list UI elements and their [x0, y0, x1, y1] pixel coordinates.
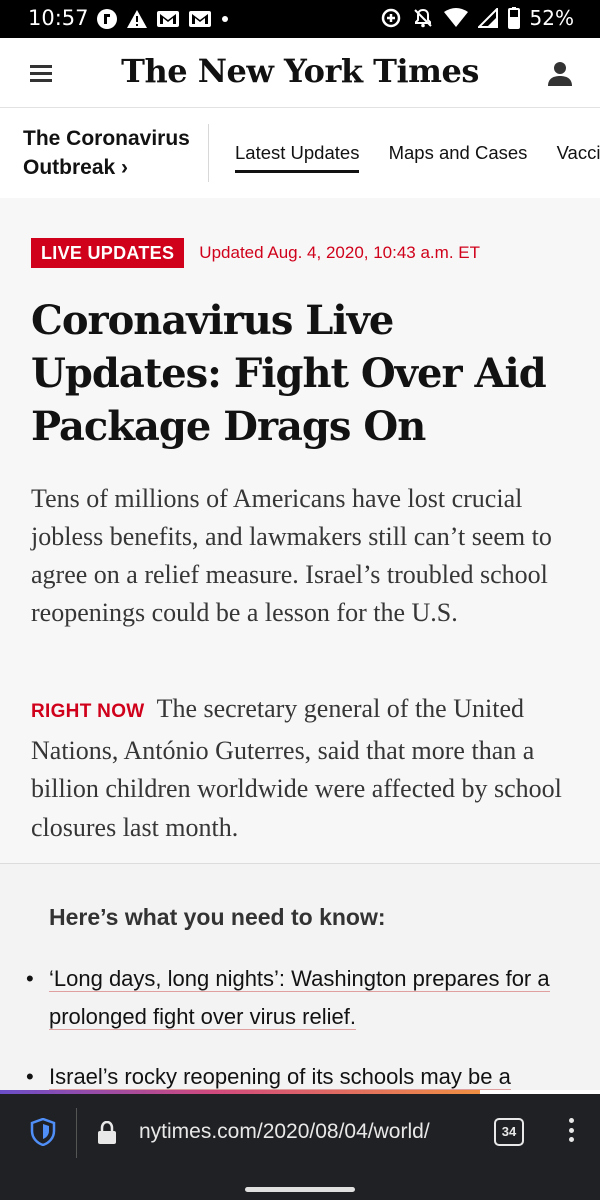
section-navigation [0, 108, 600, 198]
status-system-icons [380, 6, 574, 30]
right-now-label: RIGHT NOW [31, 701, 145, 722]
browser-toolbar [0, 1094, 600, 1172]
shield-icon[interactable] [30, 1118, 56, 1146]
section-tabs [235, 142, 600, 173]
live-badge-row [31, 238, 480, 268]
nyt-masthead-logo[interactable]: The New York Times [121, 52, 479, 90]
home-gesture-pill[interactable] [245, 1187, 355, 1192]
wifi-icon [444, 8, 468, 28]
gmail-icon [188, 9, 212, 29]
warning-icon [126, 8, 148, 30]
lock-icon [97, 1121, 117, 1145]
status-time: 10:57 [28, 6, 89, 30]
article-summary: Tens of millions of Americans have lost crucial jobless benefits, and lawmakers still can’t seem to agree on a relief measure. Israel’s troubled school reopenings could be a lesson for the U.S. [31, 484, 552, 627]
article-content [0, 198, 600, 863]
section-divider [208, 124, 209, 182]
status-bar [0, 0, 600, 38]
need-to-know-link[interactable]: ‘Long days, long nights’: Washington prepares for a prolonged fight over virus relief. [49, 966, 550, 1029]
battery-icon [508, 7, 520, 29]
live-updates-badge: LIVE UPDATES [31, 238, 184, 268]
account-icon[interactable] [548, 60, 572, 86]
tab-vaccines[interactable]: Vacci [556, 142, 600, 163]
notifications-off-icon [412, 7, 434, 29]
right-now-text: The secretary general of the United Nations, António Guterres, said that more than a billion children worldwide were affected by school closures last month. [31, 694, 562, 842]
app-notification-icon [96, 8, 118, 30]
data-saver-icon [380, 7, 402, 29]
battery-percent: 52% [529, 6, 574, 30]
overflow-menu-icon[interactable] [565, 1118, 577, 1148]
tab-maps-and-cases[interactable]: Maps and Cases [388, 142, 528, 163]
bullet-icon: • [26, 1064, 34, 1089]
list-item [26, 1058, 571, 1090]
right-now-paragraph [31, 690, 576, 847]
dot-icon [220, 14, 230, 24]
gesture-navigation-area [0, 1172, 600, 1200]
article-headline: Coronavirus Live Updates: Fight Over Aid Package Drags On [31, 297, 546, 450]
signal-icon [478, 8, 498, 28]
top-navigation [0, 38, 600, 108]
tab-latest-updates[interactable]: Latest Updates [235, 142, 359, 173]
gmail-icon [156, 9, 180, 29]
need-to-know-list [26, 960, 571, 1090]
need-to-know-link[interactable]: Israel’s rocky reopening of its schools may be a [49, 1064, 511, 1089]
url-text[interactable]: nytimes.com/2020/08/04/world/ [139, 1120, 430, 1143]
tab-switcher-button[interactable]: 34 [494, 1118, 524, 1146]
list-item [26, 960, 571, 1036]
updated-timestamp: Updated Aug. 4, 2020, 10:43 a.m. ET [199, 243, 480, 262]
section-title-link[interactable]: The Coronavirus Outbreak › [23, 127, 190, 179]
address-bar[interactable] [76, 1108, 476, 1158]
status-notification-icons [96, 8, 230, 30]
need-to-know-box [0, 863, 600, 1090]
bullet-icon: • [26, 966, 34, 991]
need-to-know-title: Here’s what you need to know: [49, 904, 386, 930]
